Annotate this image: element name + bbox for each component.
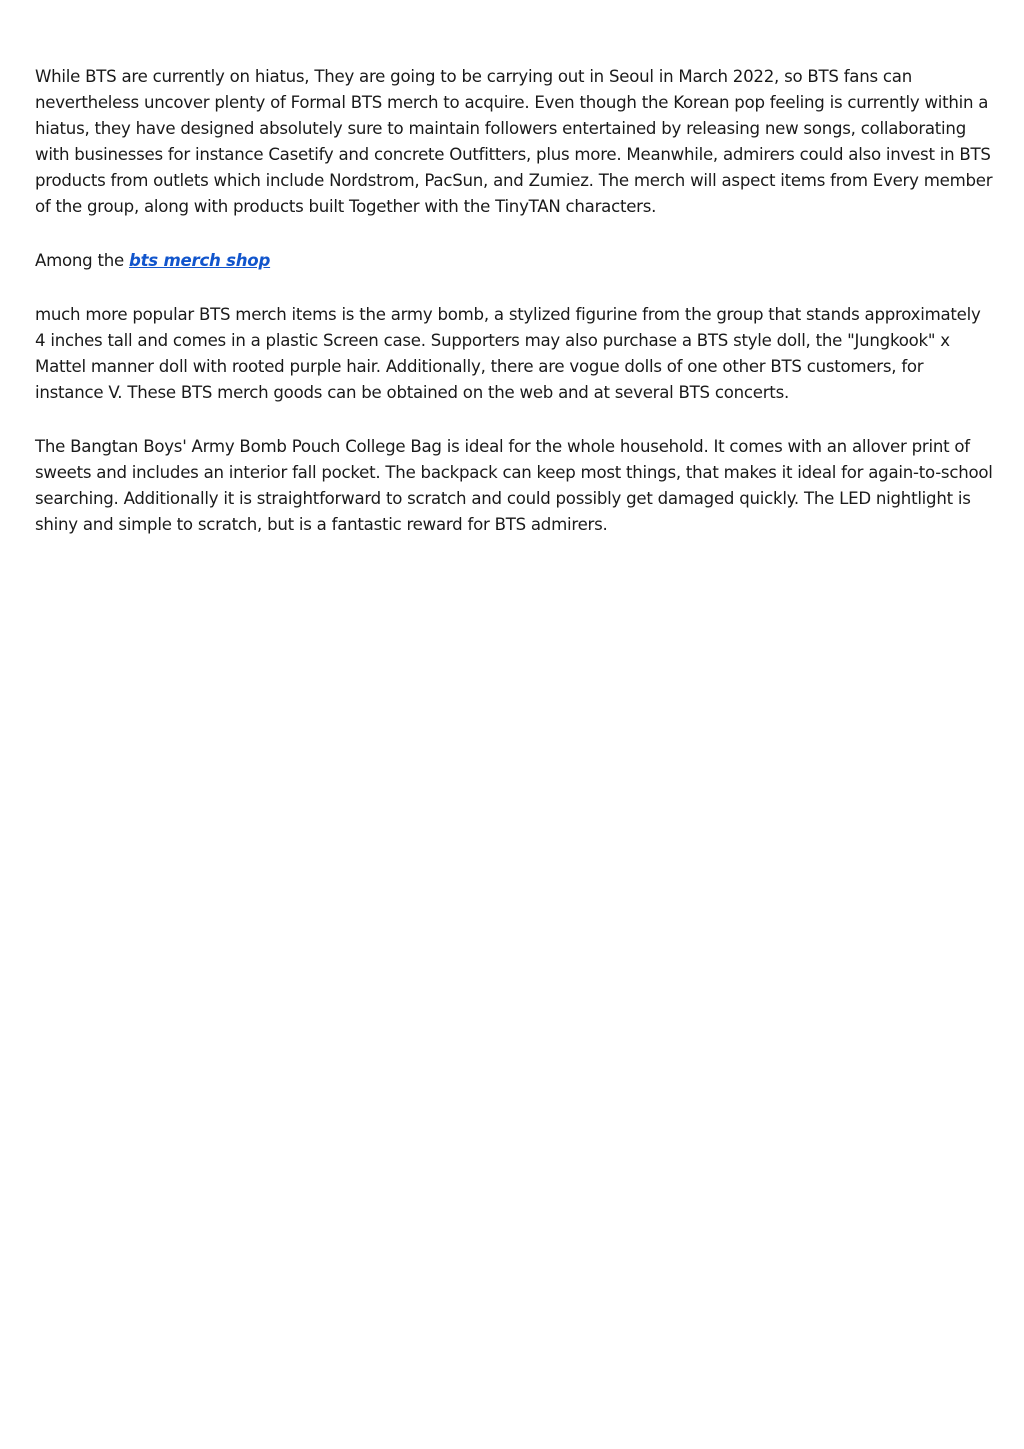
- paragraph-link-line: [35, 248, 995, 274]
- document-body: [35, 64, 995, 566]
- bts-merch-shop-link[interactable]: bts merch shop: [129, 251, 271, 270]
- paragraph-school-bag: The Bangtan Boys' Army Bomb Pouch College Bag is ideal for the whole household. It comes with an allover print of sweets and includes an interior fall pocket. The backpack can keep most things, that makes it ideal for again-to-school searching. Additionally it is straightforward to scratch and could possibly get damaged quickly. The LED nightlight is shiny and simple to scratch, but is a fantastic reward for BTS admirers.: [35, 437, 993, 534]
- paragraph-intro: While BTS are currently on hiatus, They are going to be carrying out in Seoul in March 2022, so BTS fans can nevertheless uncover plenty of Formal BTS merch to acquire. Even though the Korean pop feeling is currently within a hiatus, they have designed absolutely sure to maintain followers entertained by releasing new songs, collaborating with businesses for instance Casetify and concrete Outfitters, plus more. Meanwhile, admirers could also invest in BTS products from outlets which include Nordstrom, PacSun, and Zumiez. The merch will aspect items from Every member of the group, along with products built Together with the TinyTAN characters.: [35, 67, 993, 216]
- link-prefix-text: Among the: [35, 251, 129, 270]
- paragraph-army-bomb: much more popular BTS merch items is the army bomb, a stylized figurine from the group that stands approximately 4 inches tall and comes in a plastic Screen case. Supporters may also purchase a BTS style doll, the "Jungkook" x Mattel manner doll with rooted purple hair. Additionally, there are vogue dolls of one other BTS customers, for instance V. These BTS merch goods can be obtained on the web and at several BTS concerts.: [35, 305, 981, 402]
